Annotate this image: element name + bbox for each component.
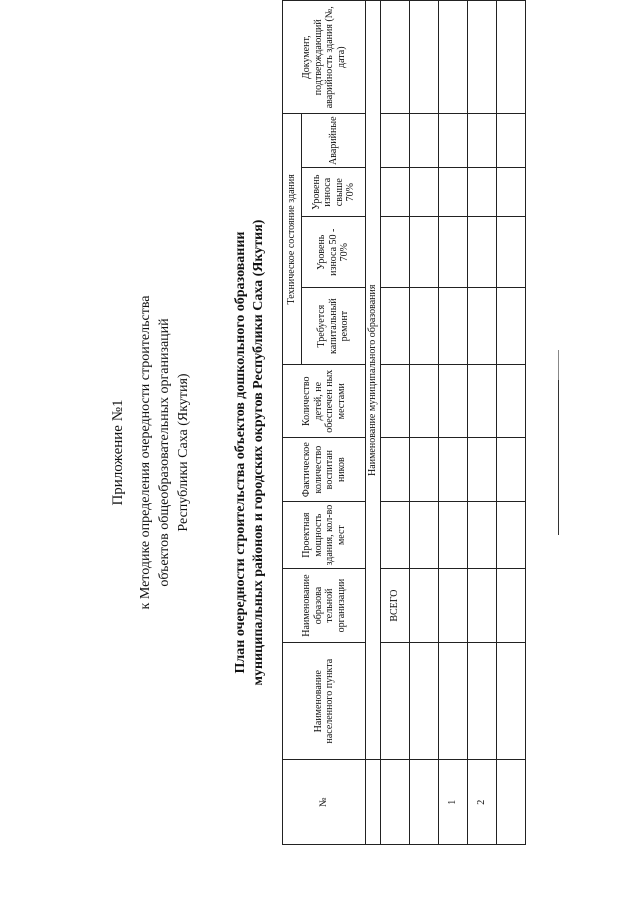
- footer-divider: [558, 379, 559, 535]
- table-cell: [439, 114, 468, 167]
- footer-divider: [558, 350, 559, 380]
- header-wear-over-70: Уровень износа свыше 70%: [302, 167, 366, 217]
- table-cell: [468, 438, 497, 502]
- header-children-without: Количество детей, не обеспечен ных местами: [283, 365, 366, 438]
- plan-title-line: План очередности строительства объектов дошкольного образовании: [233, 231, 248, 674]
- table-cell: [410, 502, 439, 569]
- table-cell: [381, 438, 410, 502]
- table-cell: [468, 642, 497, 760]
- table-cell: [410, 365, 439, 438]
- table-cell: [439, 287, 468, 364]
- table-cell: [410, 287, 439, 364]
- table-cell: [410, 217, 439, 288]
- table-cell: [381, 502, 410, 569]
- table-cell: [410, 569, 439, 643]
- table-cell: [497, 438, 526, 502]
- table-cell: [381, 365, 410, 438]
- table-cell: [381, 760, 410, 845]
- table-cell: [439, 1, 468, 114]
- total-label: ВСЕГО: [381, 569, 410, 643]
- header-settlement: Наименование населенного пункта: [283, 642, 366, 760]
- table-cell: [497, 217, 526, 288]
- table-cell: [410, 438, 439, 502]
- plan-table: [282, 0, 526, 845]
- table-cell: [468, 1, 497, 114]
- header-emergency: Аварийные: [302, 114, 366, 167]
- header-repair: Требуется капитальный ремонт: [302, 287, 366, 364]
- header-tech-state: Техническое состояние здания: [283, 114, 302, 365]
- plan-title-line: муниципальных районов и городских округов Республики Саха (Якутия): [251, 219, 266, 686]
- table-cell: [439, 569, 468, 643]
- table-cell: [468, 365, 497, 438]
- table-cell: [366, 760, 381, 845]
- table-cell: [410, 114, 439, 167]
- header-num: №: [283, 760, 366, 845]
- header-org-name: Наименование образова тельной организации: [283, 569, 366, 643]
- table-cell: [439, 365, 468, 438]
- table-cell: [497, 114, 526, 167]
- table-cell: [497, 365, 526, 438]
- header-wear-50-70: Уровень износа 50 - 70%: [302, 217, 366, 288]
- row-number: 1: [439, 760, 468, 845]
- table-cell: [497, 1, 526, 114]
- methodology-line: к Методике определения очередности строительства: [138, 295, 153, 610]
- table-cell: [468, 502, 497, 569]
- table-cell: [410, 167, 439, 217]
- table-cell: [497, 287, 526, 364]
- table-cell: [468, 114, 497, 167]
- table-cell: [497, 569, 526, 643]
- table-cell: [468, 287, 497, 364]
- table-cell: [497, 642, 526, 760]
- table-cell: [381, 114, 410, 167]
- table-cell: [439, 438, 468, 502]
- table-cell: [439, 217, 468, 288]
- municipality-row: Наименование муниципального образования: [366, 1, 381, 760]
- table-cell: [468, 569, 497, 643]
- table-cell: [439, 167, 468, 217]
- table-cell: [381, 1, 410, 114]
- table-cell: [381, 287, 410, 364]
- table-cell: [410, 760, 439, 845]
- table-cell: [497, 167, 526, 217]
- table-cell: [439, 502, 468, 569]
- table-cell: [381, 217, 410, 288]
- table-cell: [497, 502, 526, 569]
- row-number: 2: [468, 760, 497, 845]
- header-actual-count: Фактическое количество воспитан ников: [283, 438, 366, 502]
- table-cell: [497, 760, 526, 845]
- methodology-line: Республики Саха (Якутия): [176, 373, 191, 532]
- table-cell: [410, 642, 439, 760]
- methodology-line: объектов общеобразовательных организаций: [157, 318, 172, 587]
- header-capacity: Проектная мощность здания, кол-во мест: [283, 502, 366, 569]
- table-cell: [439, 642, 468, 760]
- table-cell: [381, 167, 410, 217]
- header-document: Документ, подтверждающий аварийность здания (№, дата): [283, 1, 366, 114]
- appendix-title: Приложение №1: [110, 399, 126, 506]
- table-cell: [468, 217, 497, 288]
- table-cell: [410, 1, 439, 114]
- table-cell: [468, 167, 497, 217]
- table-cell: [381, 642, 410, 760]
